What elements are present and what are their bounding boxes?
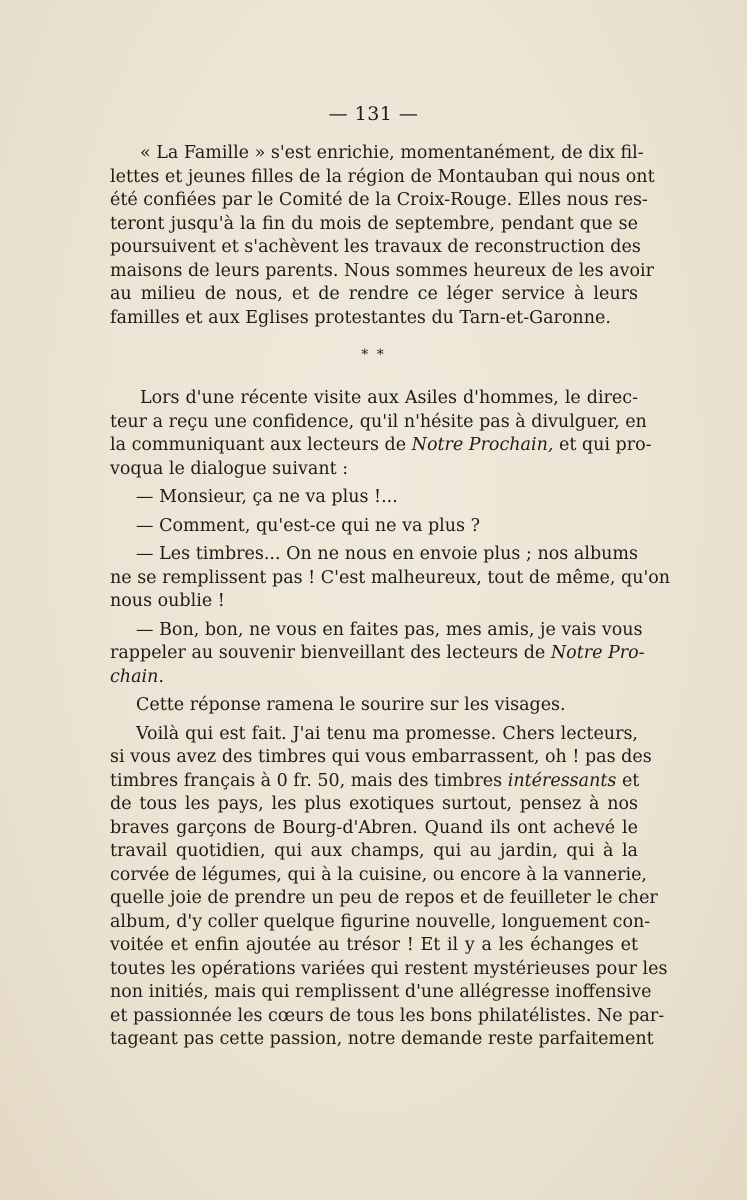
publication-title: chain. <box>110 666 164 687</box>
text-line: lettes et jeunes filles de la région de Montauban qui nous ont <box>110 166 655 187</box>
publication-title: Notre Pro- <box>550 643 645 663</box>
dialogue-line: — Monsieur, ça ne va plus !... <box>136 487 398 507</box>
text-line: non initiés, mais qui remplissent d'une allégresse inoffensive <box>110 982 652 1002</box>
text-line: familles et aux Eglises protestantes du Tarn-et-Garonne. <box>110 307 611 328</box>
text-line: album, d'y coller quelque figurine nouvelle, longuement con- <box>110 911 651 932</box>
text-line: Lors d'une récente visite aux Asiles d'hommes, le direc- <box>140 388 638 408</box>
text-line <box>110 434 652 458</box>
text-fragment: rappeler au souvenir bienveillant des lecteurs de <box>110 643 551 663</box>
text-line: Voilà qui est fait. J'ai tenu ma promesse. Chers lecteurs, <box>136 723 638 744</box>
text-line: teront jusqu'à la fin du mois de septembre, pendant que se <box>110 213 638 234</box>
dialogue-line: — Les timbres... On ne nous en envoie plus ; nos albums <box>136 544 638 564</box>
dialogue-line <box>110 666 638 690</box>
text-line: Cette réponse ramena le sourire sur les visages. <box>136 695 566 715</box>
dialogue-line <box>110 642 645 666</box>
text-line: été confiées par le Comité de la Croix-Rouge. Elles nous res- <box>110 190 648 210</box>
text-fragment: et <box>616 770 640 791</box>
section-separator: * * <box>361 347 386 363</box>
text-line: tageant pas cette passion, notre demande reste parfaitement <box>110 1029 654 1049</box>
text-line: de tous les pays, les plus exotiques surtout, pensez à nos <box>110 794 638 814</box>
text-line: travail quotidien, qui aux champs, qui au jardin, qui à la <box>110 841 638 861</box>
text-line: si vous avez des timbres qui vous embarrassent, oh ! pas des <box>110 747 652 767</box>
text-fragment: et qui pro- <box>553 435 652 455</box>
text-line: au milieu de nous, et de rendre ce léger service à leurs <box>110 284 638 304</box>
text-line: voqua le dialogue suivant : <box>110 458 349 479</box>
text-line: maisons de leurs parents. Nous sommes heureux de les avoir <box>110 260 655 281</box>
text-line: et passionnée les cœurs de tous les bons philatélistes. Ne par- <box>110 1005 665 1026</box>
text-line: « La Famille » s'est enrichie, momentanément, de dix fil- <box>140 143 644 163</box>
dialogue-line: — Comment, qu'est-ce qui ne va plus ? <box>136 515 480 536</box>
publication-title: Notre Prochain, <box>411 435 554 455</box>
text-line: teur a reçu une confidence, qu'il n'hésite pas à divulguer, en <box>110 411 647 432</box>
dialogue-line: — Bon, bon, ne vous en faites pas, mes amis, je vais vous <box>136 619 643 640</box>
text-line: toutes les opérations variées qui restent mystérieuses pour les <box>110 958 668 979</box>
text-line: corvée de légumes, qui à la cuisine, ou encore à la vannerie, <box>110 864 647 885</box>
text-line: quelle joie de prendre un peu de repos et de feuilleter le cher <box>110 888 658 908</box>
text-line <box>110 770 638 794</box>
emphasis: intéressants <box>507 770 617 791</box>
dialogue-line: ne se remplissent pas ! C'est malheureux, tout de même, qu'on <box>110 567 671 588</box>
page-number: — 131 — <box>328 103 419 125</box>
text-fragment: la communiquant aux lecteurs de <box>110 435 412 455</box>
dialogue-line: nous oublie ! <box>110 591 225 611</box>
paragraph-asiles <box>110 387 671 1052</box>
paragraph-famille <box>110 142 655 330</box>
text-line: poursuivent et s'achèvent les travaux de reconstruction des <box>110 237 641 257</box>
text-fragment: timbres français à 0 fr. 50, mais des timbres <box>110 770 508 791</box>
text-line: voitée et enfin ajoutée au trésor ! Et il y a les échanges et <box>110 935 638 955</box>
text-line: braves garçons de Bourg-d'Abren. Quand ils ont achevé le <box>110 817 638 838</box>
